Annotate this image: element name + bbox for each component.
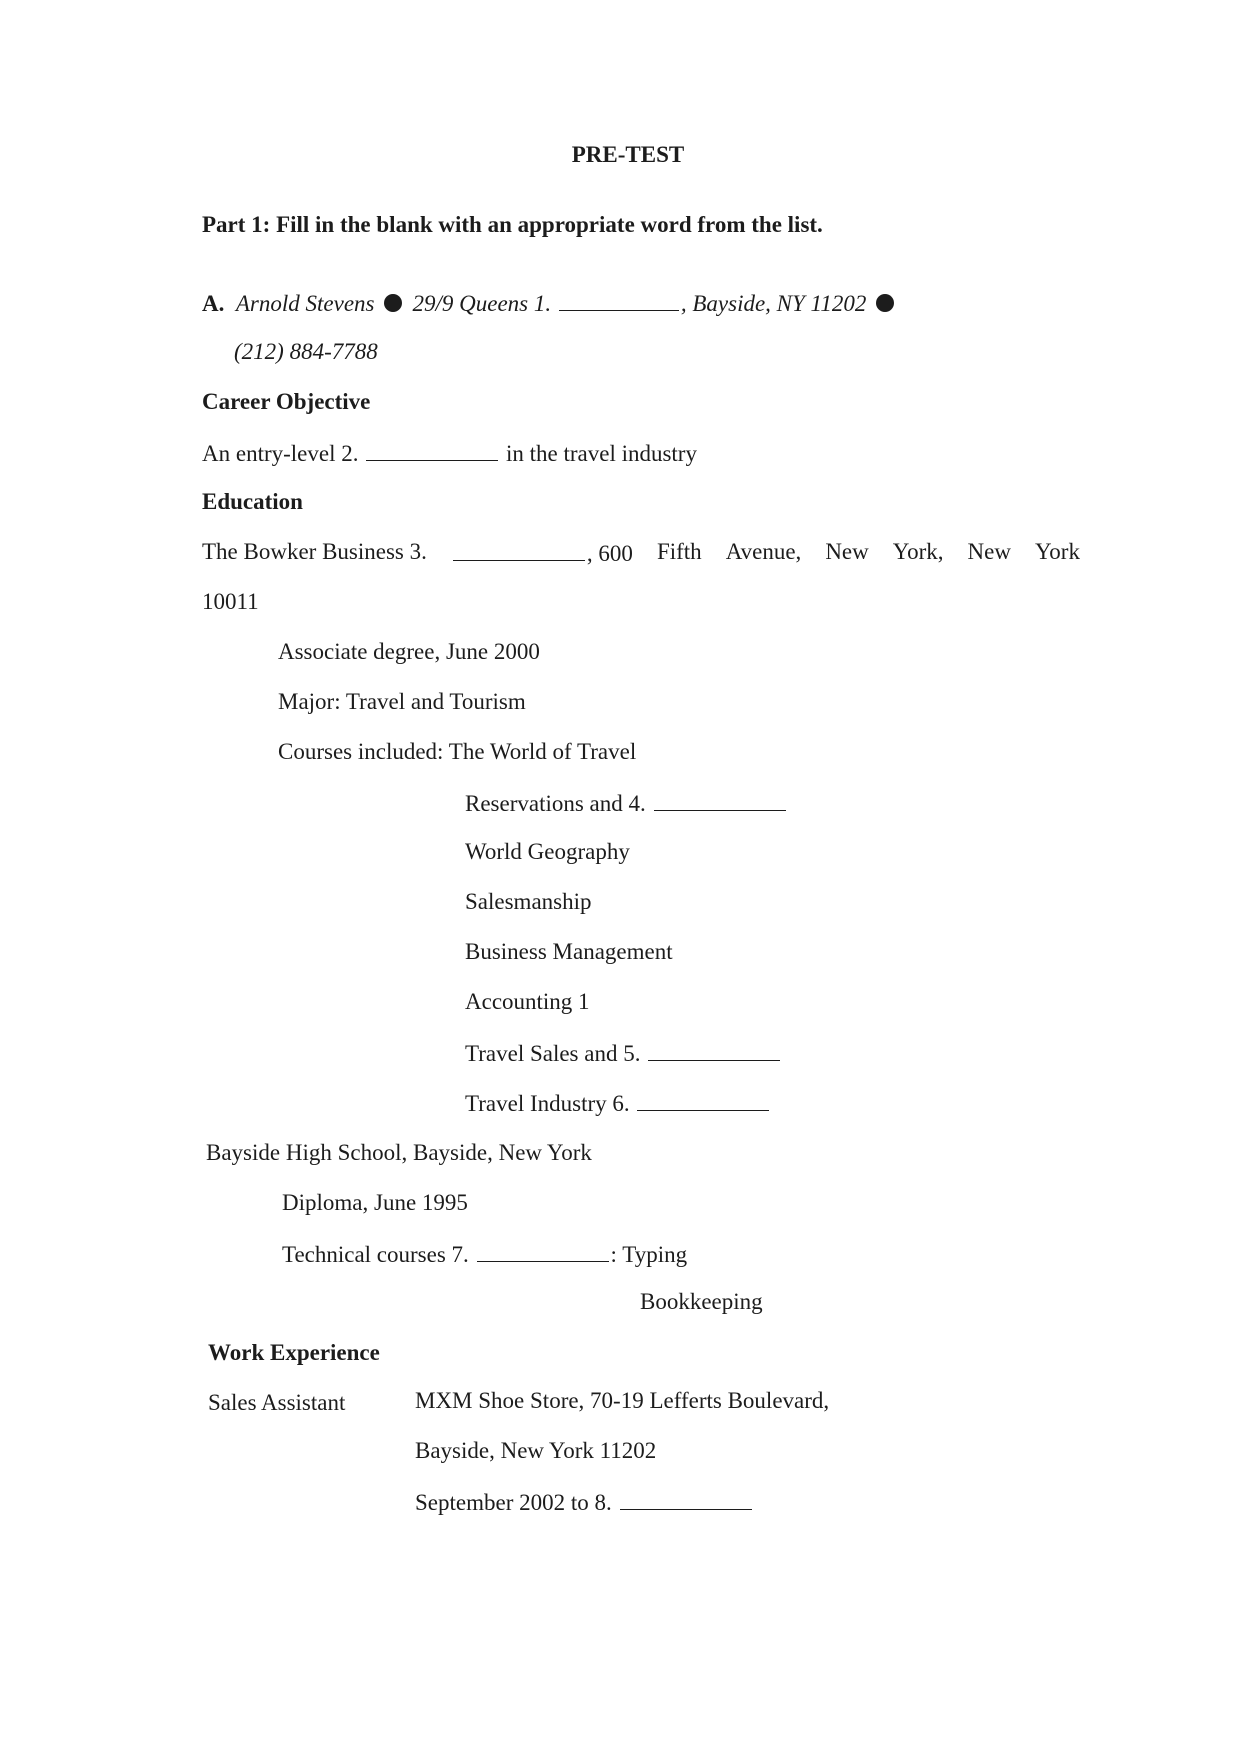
blank-5[interactable] [648,1037,780,1061]
school1-word-6: York [1035,539,1080,564]
bullet-icon [384,294,402,312]
section-label-a: A. [202,291,225,316]
technical-before: Technical courses 7. [282,1242,469,1267]
career-text-after: in the travel industry [505,441,697,466]
course-item: Salesmanship [465,889,592,914]
school2: Bayside High School, Bayside, New York [206,1140,592,1165]
blank-3[interactable] [453,537,585,561]
major: Major: Travel and Tourism [278,689,526,714]
work-line-2: Bayside, New York 11202 [415,1438,657,1463]
blank-2[interactable] [366,437,498,461]
applicant-name: Arnold Stevens [235,291,375,316]
work-heading: Work Experience [208,1340,380,1365]
course-text: Travel Industry 6. [465,1091,630,1116]
course-text: Reservations and 4. [465,791,646,816]
work-role: Sales Assistant [208,1390,346,1415]
course-item: Accounting 1 [465,989,590,1014]
course-item [465,1087,771,1119]
technical-after: : Typing [610,1242,688,1267]
address-start: 29/9 Queens 1. [412,291,552,316]
course-text: Travel Sales and 5. [465,1041,641,1066]
instructions: Part 1: Fill in the blank with an appropriate word from the list. [202,212,823,237]
degree: Associate degree, June 2000 [278,639,540,664]
school1-blank-wrap [451,537,633,569]
education-heading: Education [202,489,303,514]
work-line-1: MXM Shoe Store, 70-19 Lefferts Boulevard, [415,1388,830,1413]
course-item: World Geography [465,839,630,864]
school1-before: The Bowker Business 3. [202,539,427,564]
courses-label: Courses included: The World of Travel [278,739,637,764]
career-line [202,437,697,469]
phone-number: (212) 884-7788 [234,339,378,364]
school1-word-0: , 600 [586,541,633,566]
technical-line [282,1238,687,1270]
career-heading: Career Objective [202,389,371,414]
course-item [465,787,788,819]
page-title: PRE-TEST [571,142,685,167]
address-end: , Bayside, NY 11202 [680,291,867,316]
school1-word-4: York, [892,539,944,564]
school1-word-1: Fifth [656,539,702,564]
course-item [465,1037,782,1069]
blank-7[interactable] [477,1238,609,1262]
work-line-3 [415,1486,754,1518]
blank-6[interactable] [637,1087,769,1111]
bullet-icon [876,294,894,312]
career-text-before: An entry-level 2. [202,441,359,466]
blank-8[interactable] [620,1486,752,1510]
course-item: Business Management [465,939,673,964]
school1-line [202,537,1080,569]
diploma: Diploma, June 1995 [282,1190,468,1215]
school1-word-2: Avenue, [725,539,802,564]
contact-line [202,287,904,319]
school1-justified [202,537,1080,569]
technical-extra: Bookkeeping [640,1289,763,1314]
blank-1[interactable] [559,287,679,311]
blank-4[interactable] [654,787,786,811]
school1-word-3: New [825,539,869,564]
school1-word-5: New [967,539,1011,564]
work-line-3-text: September 2002 to 8. [415,1490,612,1515]
school1-zip: 10011 [202,589,259,614]
